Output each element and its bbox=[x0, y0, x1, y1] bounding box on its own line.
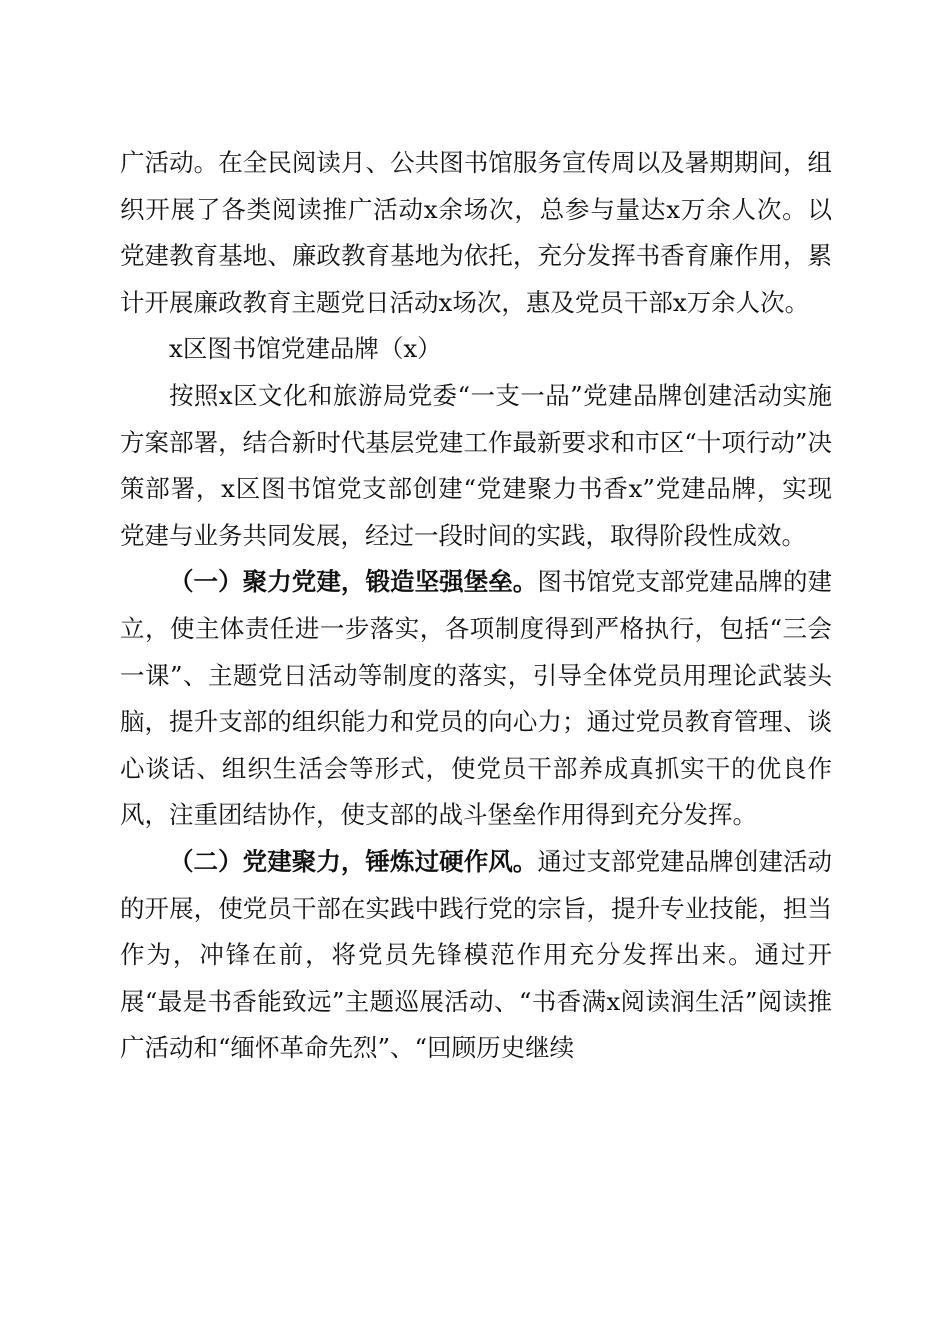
section-2-heading: （二）党建聚力，锤炼过硬作风。 bbox=[169, 846, 538, 876]
document-body bbox=[120, 140, 832, 1072]
paragraph-intro: 按照x区文化和旅游局党委“一支一品”党建品牌创建活动实施方案部署，结合新时代基层党建工作最新要求和市区“十项行动”决策部署，x区图书馆党支部创建“党建聚力书香x”党建品牌，实现党建与业务共同发展，经过一段时间的实践，取得阶段性成效。 bbox=[120, 380, 832, 550]
paragraph-reading-activities: 广活动。在全民阅读月、公共图书馆服务宣传周以及暑期期间，组织开展了各类阅读推广活动x余场次，总参与量达x万余人次。以党建教育基地、廉政教育基地为依托，充分发挥书香育廉作用，累计开展廉政教育主题党日活动x场次，惠及党员干部x万余人次。 bbox=[120, 148, 832, 317]
section-subtitle: x区图书馆党建品牌（x） bbox=[169, 334, 442, 364]
section-1-text: 图书馆党支部党建品牌的建立，使主体责任进一步落实，各项制度得到严格执行，包括“三会一课”、主题党日活动等制度的落实，引导全体党员用理论武装头脑，提升支部的组织能力和党员的向心力；通过党员教育管理、谈心谈话、组织生活会等形式，使党员干部养成真抓实干的优良作风，注重团结协作，使支部的战斗堡垒作用得到充分发挥。 bbox=[120, 567, 833, 830]
paragraph-section-2 bbox=[120, 839, 832, 1072]
section-2-text: 通过支部党建品牌创建活动的开展，使党员干部在实践中践行党的宗旨，提升专业技能，担当作为，冲锋在前，将党员先锋模范作用充分发挥出来。通过开展“最是书香能致远”主题巡展活动、“书香满x阅读润生活”阅读推广活动和“缅怀革命先烈”、“回顾历史继续 bbox=[120, 846, 833, 1063]
section-1-heading: （一）聚力党建，锻造坚强堡垒。 bbox=[169, 567, 538, 597]
paragraph-section-1 bbox=[120, 559, 832, 839]
